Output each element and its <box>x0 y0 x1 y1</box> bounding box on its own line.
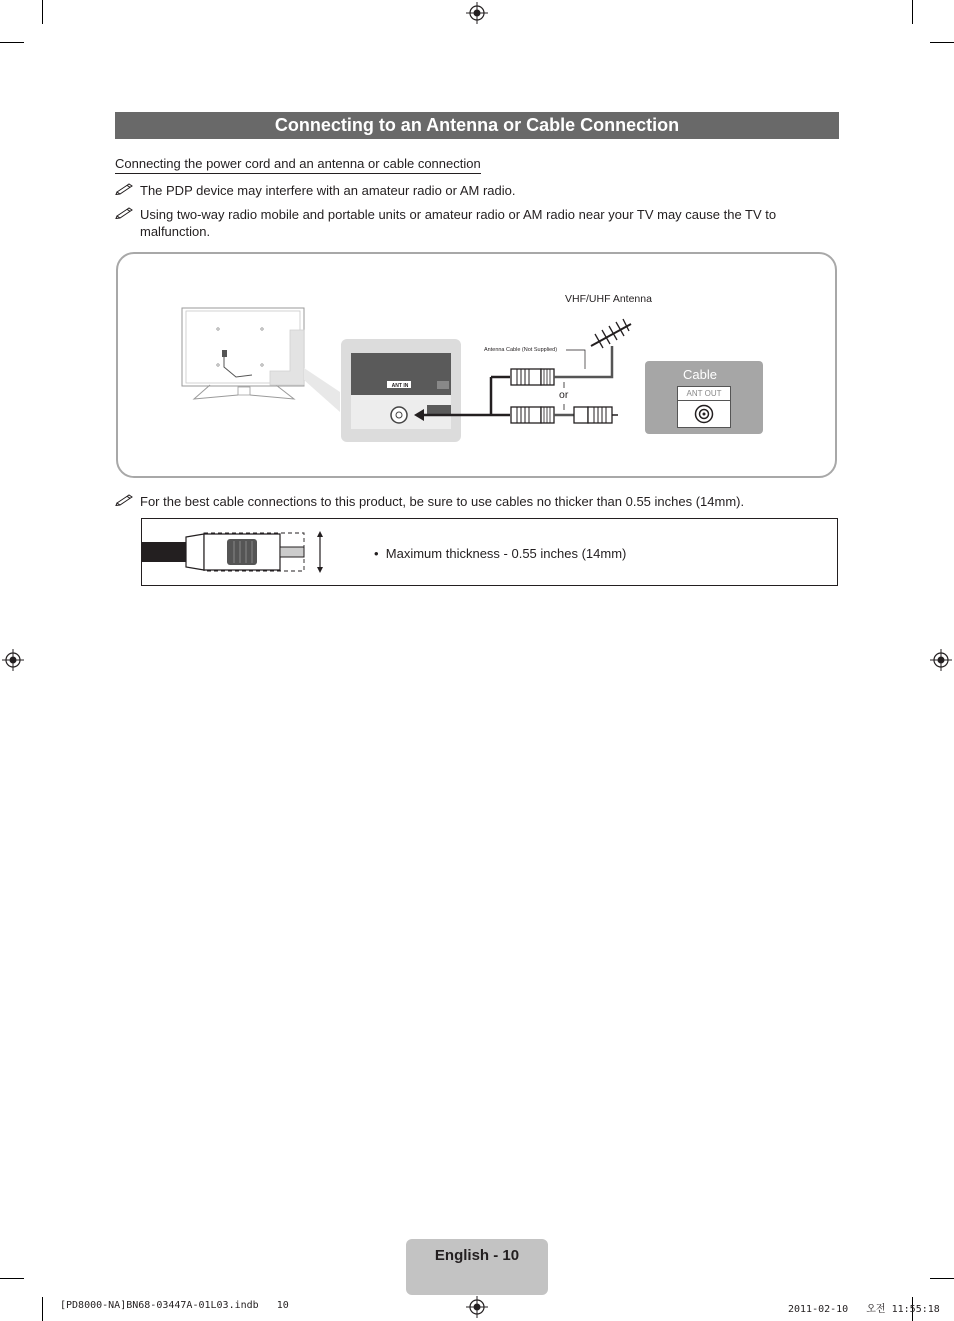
crop-mark <box>930 1278 954 1279</box>
ant-out-label: ANT OUT <box>686 389 722 398</box>
thickness-bullet <box>374 545 626 562</box>
crop-mark <box>42 1297 43 1321</box>
registration-mark-icon <box>930 649 952 671</box>
print-slug-left: [PD8000-NA]BN68-03447A-01L03.indb 10 <box>60 1300 289 1311</box>
antenna-label: VHF/UHF Antenna <box>565 293 652 305</box>
page-number-label: English - 10 <box>434 1247 520 1264</box>
bullet-glyph: • <box>374 546 386 561</box>
pencil-note-icon <box>115 181 135 195</box>
cable-note-text: For the best cable connections to this product, be sure to use cables no thicker than 0.55 inches (14mm). <box>140 494 745 509</box>
crop-mark <box>0 42 24 43</box>
crop-mark <box>0 1278 24 1279</box>
print-slug-right: 2011-02-10 오전 11:55:18 <box>788 1304 940 1315</box>
ant-in-label: ANT IN <box>391 383 409 389</box>
antenna-cable-label: Antenna Cable (Not Supplied) <box>484 347 558 353</box>
cable-box <box>645 361 763 434</box>
crop-mark <box>930 42 954 43</box>
note-text: Using two-way radio mobile and portable units or amateur radio or AM radio near your TV may cause the TV to malfunction. <box>140 207 777 239</box>
thickness-bullet-text: Maximum thickness - 0.55 inches (14mm) <box>385 546 627 561</box>
crop-mark <box>912 0 913 24</box>
ant-out-divider <box>678 400 730 401</box>
registration-mark-icon <box>466 2 488 24</box>
crop-mark <box>42 0 43 24</box>
subheading-text: Connecting the power cord and an antenna or cable connection <box>115 156 481 171</box>
ant-out-jack-icon <box>694 404 714 424</box>
ant-out-panel <box>677 386 731 428</box>
antenna-icon <box>585 316 635 350</box>
registration-mark-icon <box>2 649 24 671</box>
pencil-note-icon <box>115 492 135 506</box>
registration-mark-icon <box>466 1296 488 1318</box>
note-text: The PDP device may interfere with an amateur radio or AM radio. <box>140 183 516 198</box>
or-label: or <box>559 389 569 401</box>
pencil-note-icon <box>115 205 135 219</box>
cable-title: Cable <box>683 367 717 382</box>
subheading <box>115 156 481 174</box>
section-title: Connecting to an Antenna or Cable Connection <box>115 112 839 139</box>
cable-plug-icon <box>142 529 327 575</box>
